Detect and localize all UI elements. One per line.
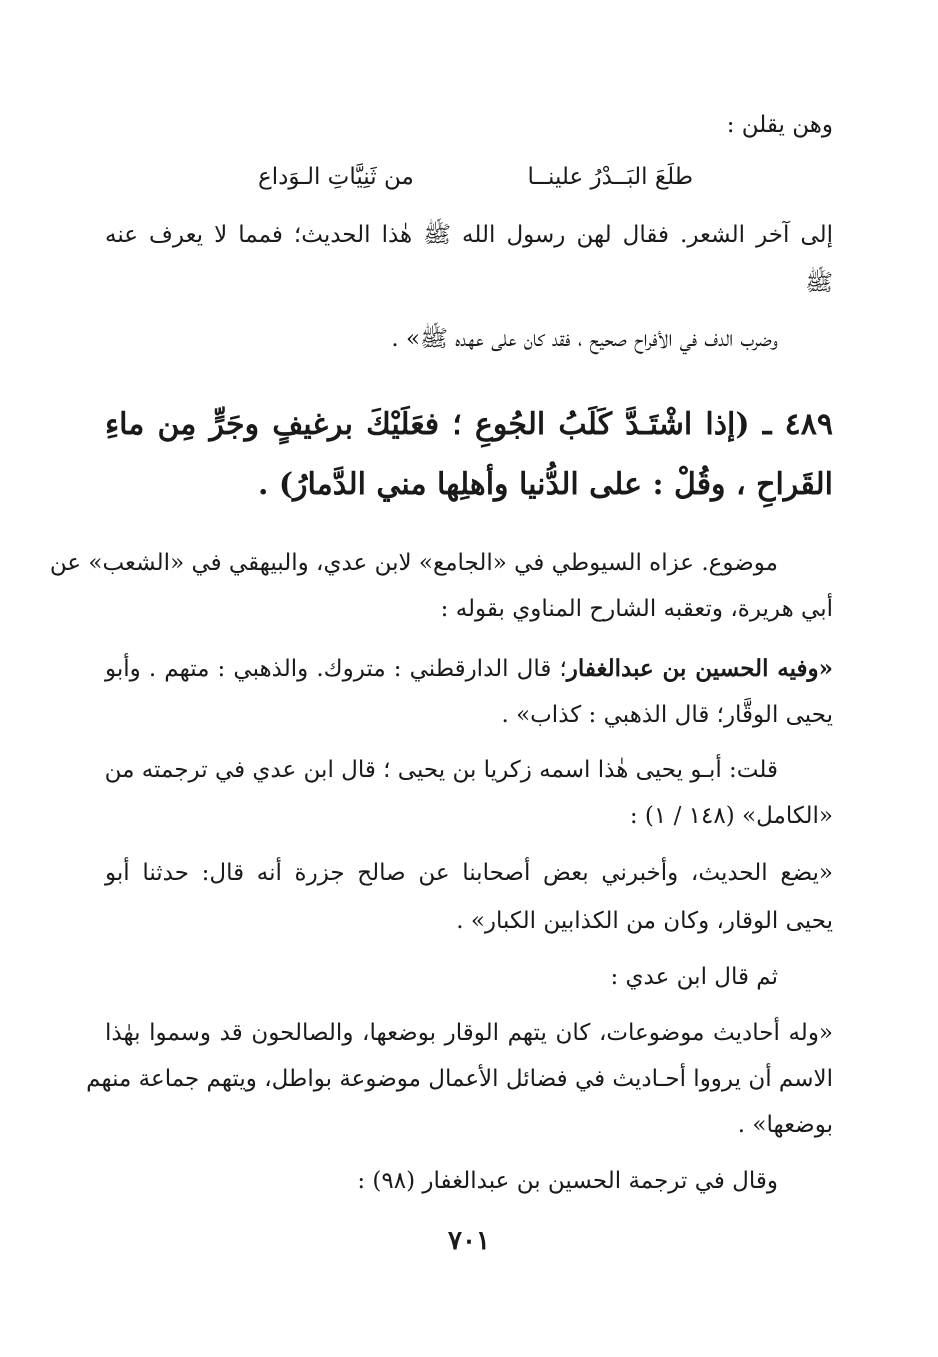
- text-line: موضوع. عزاه السيوطي في «الجامع» لابن عدي، والبيهقي في «الشعب» عن: [49, 550, 778, 576]
- text-line: يحيى الوقَّار؛ قال الذهبي : كذاب» .: [501, 702, 833, 728]
- text-line: «الكامل» (١٤٨ / ١) :: [629, 803, 833, 829]
- text-line: يحيى الوقار، وكان من الكذابين الكبار» .: [456, 908, 833, 934]
- text-segment: ؛ قال الدارقطني : متروك. والذهبي : متهم . وأبو: [105, 656, 567, 682]
- text-line: أبي هريرة، وتعقبه الشارح المناوي بقوله :: [440, 596, 833, 622]
- text-line: «وله أحاديث موضوعات، كان يتهم الوقار بوضعها، والصالحون قد وسموا بهٰذا: [105, 1020, 833, 1046]
- text-line: وقال في ترجمة الحسين بن عبدالغفار (٩٨) :: [357, 1168, 778, 1194]
- text-line: بوضعها» .: [737, 1112, 833, 1138]
- poem-hemistich-left: من ثَنِيَّاتِ الـوَداع: [258, 164, 414, 190]
- narrator-name: «وفيه الحسين بن عبدالغفار: [566, 655, 833, 682]
- text-line: قلت: أبـو يحيى هٰذا اسمه زكريا بن يحيى ؛ قال ابن عدي في ترجمته من: [104, 757, 778, 783]
- text-line: الاسم أن يرووا أحـاديث في فضائل الأعمال موضوعة بواطل، ويتهم جماعة منهم: [86, 1066, 833, 1092]
- hadith-heading-line: ٤٨٩ ـ (إذا اشْتَـدَّ كَلَبُ الجُوعِ ؛ فعَلَيْكَ برغيفٍ وجَرٍّ مِن ماءِ: [105, 407, 833, 442]
- hadith-heading-line: القَراحِ ، وقُلْ : على الدُّنيا وأهلِها مني الدَّمارُ) .: [257, 467, 833, 502]
- page-number: ٧٠١: [448, 1226, 490, 1256]
- text-line: ثم قال ابن عدي :: [610, 964, 778, 990]
- text-line: «يضع الحديث، وأخبرني بعض أصحابنا عن صالح جزرة أنه قال: حدثنا أبو: [105, 860, 833, 886]
- text-line: إلى آخر الشعر. فقال لهن رسول الله ﷺ هٰذا الحديث؛ فمما لا يعرف عنه: [105, 222, 833, 248]
- text-line: وهن يقلن :: [726, 112, 833, 138]
- salawat-symbol: ﷺ: [805, 270, 833, 296]
- text-line: [105, 652, 833, 686]
- text-line: وضرب الدف في الأفراح صحيح ، فقد كان على عهده ﷺ» .: [391, 326, 778, 352]
- poem-hemistich-right: طلَعَ البَــدْرُ علينــا: [527, 164, 693, 190]
